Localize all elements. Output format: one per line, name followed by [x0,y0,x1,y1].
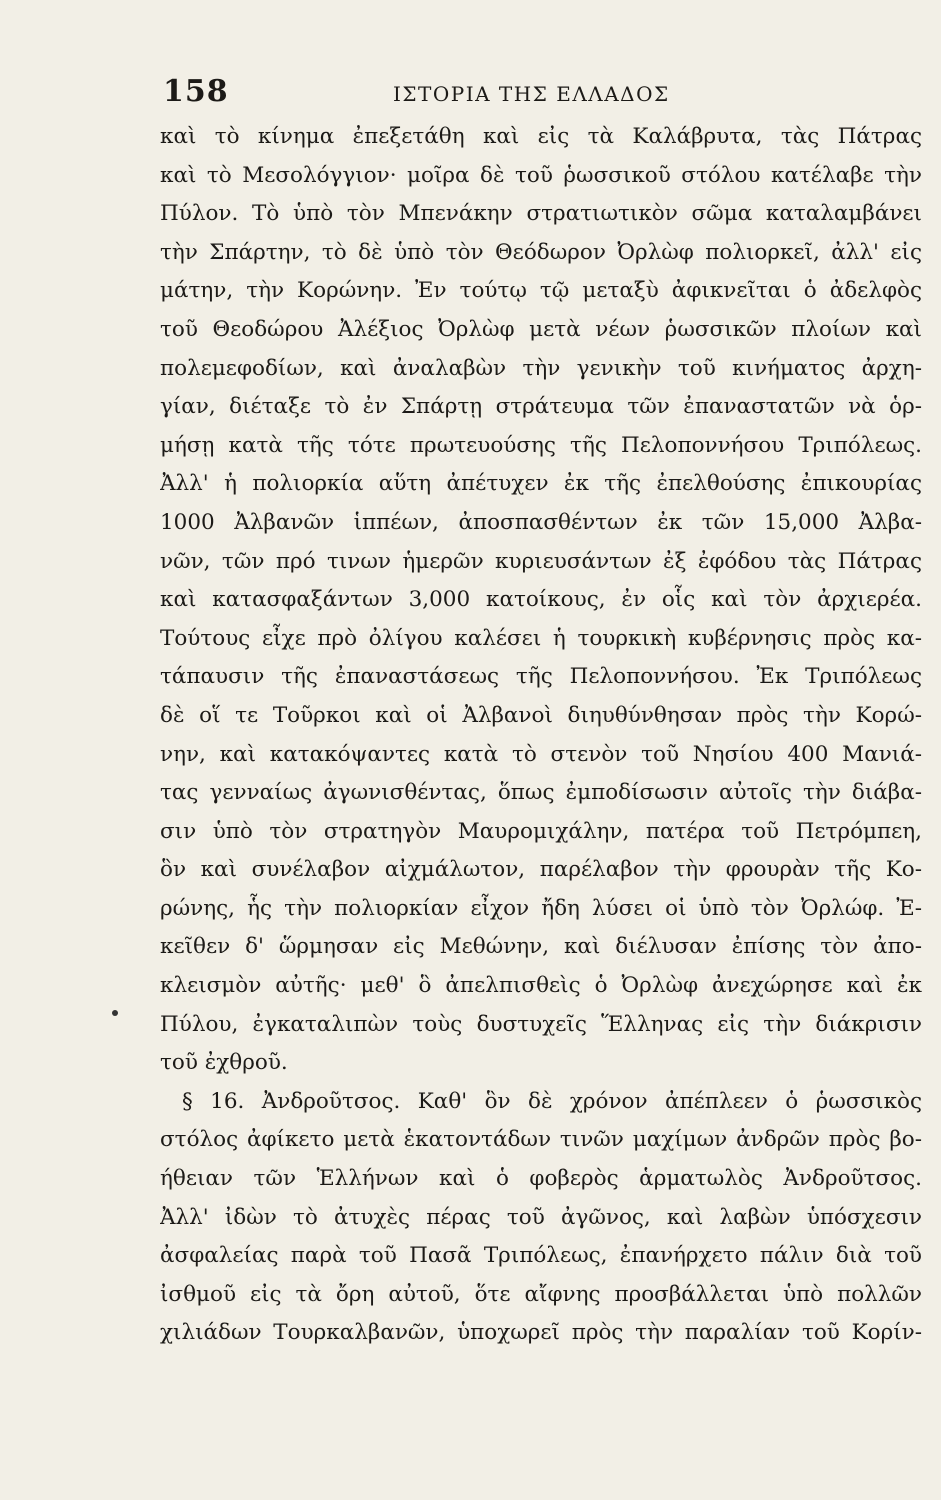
text-line: Ἀλλ' ἰδὼν τὸ ἀτυχὲς πέρας τοῦ ἀγῶνος, καὶ λαβὼν ὑπόσχεσιν [160,1204,922,1230]
text-line: μήσῃ κατὰ τῆς τότε πρωτευούσης τῆς Πελοποννήσου Τριπόλεως. [160,432,922,458]
text-line: ἰσθμοῦ εἰς τὰ ὄρη αὐτοῦ, ὅτε αἴφνης προσβάλλεται ὑπὸ πολλῶν [160,1281,922,1307]
text-line: γίαν, διέταξε τὸ ἐν Σπάρτῃ στράτευμα τῶν ἐπαναστατῶν νὰ ὁρ- [160,394,922,420]
page-number: 158 [163,74,229,109]
text-line: 1000 Ἀλβανῶν ἱππέων, ἀποσπασθέντων ἐκ τῶν 15,000 Ἀλβα- [160,509,922,535]
text-line: τάπαυσιν τῆς ἐπαναστάσεως τῆς Πελοποννήσου. Ἐκ Τριπόλεως [160,664,922,690]
text-line: στόλος ἀφίκετο μετὰ ἑκατοντάδων τινῶν μαχίμων ἀνδρῶν πρὸς βο- [160,1127,922,1153]
text-line: τοῦ Θεοδώρου Ἀλέξιος Ὀρλὼφ μετὰ νέων ῥωσσικῶν πλοίων καὶ [160,316,922,342]
text-line: ὃν καὶ συνέλαβον αἰχμάλωτον, παρέλαβον τὴν φρουρὰν τῆς Κο- [160,857,922,883]
text-line: δὲ οἵ τε Τοῦρκοι καὶ οἱ Ἀλβανοὶ διηυθύνθησαν πρὸς τὴν Κορώ- [160,702,922,728]
text-line: ρώνης, ἧς τὴν πολιορκίαν εἶχον ἤδη λύσει οἱ ὑπὸ τὸν Ὀρλώφ. Ἐ- [160,895,922,921]
text-line: μάτην, τὴν Κορώνην. Ἐν τούτῳ τῷ μεταξὺ ἀφικνεῖται ὁ ἀδελφὸς [160,278,922,304]
text-line: νῶν, τῶν πρό τινων ἡμερῶν κυριευσάντων ἐξ ἐφόδου τὰς Πάτρας [160,548,922,574]
text-line: χιλιάδων Τουρκαλβανῶν, ὑποχωρεῖ πρὸς τὴν παραλίαν τοῦ Κορίν- [160,1320,922,1346]
page-header [163,74,915,114]
text-line: καὶ τὸ Μεσολόγγιον· μοῖρα δὲ τοῦ ῥωσσικοῦ στόλου κατέλαβε τὴν [160,162,922,188]
text-line: τας γενναίως ἀγωνισθέντας, ὅπως ἐμποδίσωσιν αὐτοῖς τὴν διάβα- [160,780,922,806]
text-line: τοῦ ἐχθροῦ. [160,1050,288,1076]
text-line: νην, καὶ κατακόψαντες κατὰ τὸ στενὸν τοῦ Νησίου 400 Μανιά- [160,741,922,767]
text-line: ήθειαν τῶν Ἑλλήνων καὶ ὁ φοβερὸς ἁρματωλὸς Ἀνδροῦτσος. [160,1166,922,1192]
text-line: κεῖθεν δ' ὥρμησαν εἰς Μεθώνην, καὶ διέλυσαν ἐπίσης τὸν ἀπο- [160,934,922,960]
margin-ink-dot [112,1010,118,1016]
running-title: ΙΣΤΟΡΙΑ ΤΗΣ ΕΛΛΑΔΟΣ [393,82,670,106]
text-line: πολεμεφοδίων, καὶ ἀναλαβὼν τὴν γενικὴν τοῦ κινήματος ἀρχη- [160,355,922,381]
text-line: Πύλου, ἐγκαταλιπὼν τοὺς δυστυχεῖς Ἕλληνας εἰς τὴν διάκρισιν [160,1011,922,1037]
text-line: ἀσφαλείας παρὰ τοῦ Πασᾶ Τριπόλεως, ἐπανήρχετο πάλιν διὰ τοῦ [160,1243,922,1269]
section-heading-line: § 16. Ἀνδροῦτσος. Καθ' ὃν δὲ χρόνον ἀπέπλεεν ὁ ῥωσσικὸς [182,1088,922,1114]
text-line: τὴν Σπάρτην, τὸ δὲ ὑπὸ τὸν Θεόδωρον Ὀρλὼφ πολιορκεῖ, ἀλλ' εἰς [160,239,922,265]
text-line: καὶ τὸ κίνημα ἐπεξετάθη καὶ εἰς τὰ Καλάβρυτα, τὰς Πάτρας [160,124,922,149]
text-line: κλεισμὸν αὐτῆς· μεθ' ὃ ἀπελπισθεὶς ὁ Ὀρλὼφ ἀνεχώρησε καὶ ἐκ [160,973,922,999]
text-line: σιν ὑπὸ τὸν στρατηγὸν Μαυρομιχάλην, πατέρα τοῦ Πετρόμπεη, [160,818,922,844]
text-line: Πύλον. Τὸ ὑπὸ τὸν Μπενάκην στρατιωτικὸν σῶμα καταλαμβάνει [160,201,922,227]
text-line: Τούτους εἶχε πρὸ ὀλίγου καλέσει ἡ τουρκικὴ κυβέρνησις πρὸς κα- [160,625,922,651]
body-text [160,118,922,1353]
text-line: Ἀλλ' ἡ πολιορκία αὕτη ἀπέτυχεν ἐκ τῆς ἐπελθούσης ἐπικουρίας [160,471,922,497]
text-line: καὶ κατασφαξάντων 3,000 κατοίκους, ἐν οἷς καὶ τὸν ἀρχιερέα. [160,587,922,613]
